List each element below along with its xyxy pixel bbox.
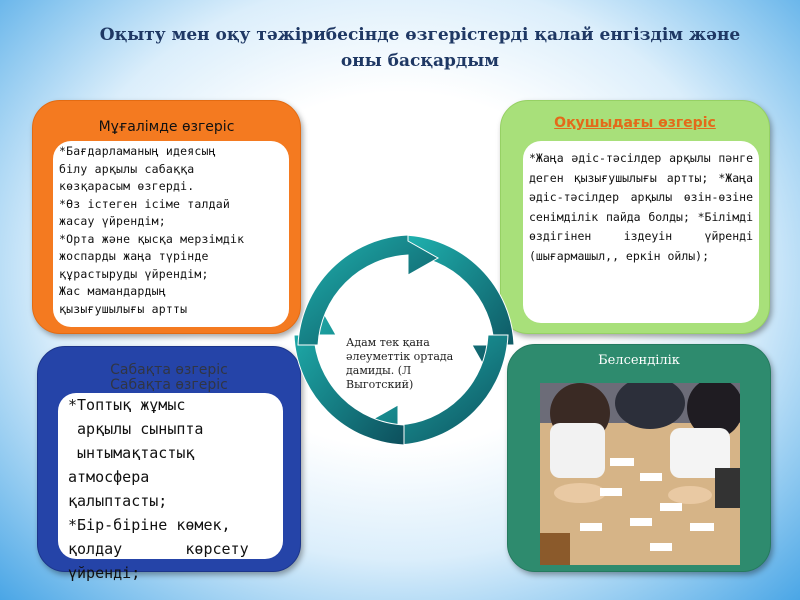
teacher-line: *Орта және қысқа мерзімдік: [59, 231, 245, 246]
teacher-change-heading: Мұғалімде өзгеріс: [98, 119, 235, 135]
arrow-top-left: [298, 235, 438, 345]
teacher-line: Жас мамандардың: [59, 284, 166, 298]
activity-heading: Белсенділік: [598, 353, 680, 368]
lesson-line: арқылы сыныпта: [68, 420, 204, 438]
lesson-line: қолдау көрсету: [68, 540, 249, 558]
teacher-change-text: [53, 141, 289, 327]
lesson-line: үйренді;: [68, 564, 141, 582]
lesson-line: атмосфера: [68, 468, 150, 486]
teacher-line: құрастыруды үйрендім;: [59, 266, 209, 281]
vygotsky-quote: Адам тек қана әлеуметтік ортада дамиды. (Л Выготский): [346, 336, 454, 391]
teacher-change-card: [32, 100, 301, 334]
classroom-photo-illustration: [540, 383, 740, 565]
teacher-line: жоспарды жаңа түрінде: [59, 249, 209, 263]
page-title: Оқыту мен оқу тәжірибесінде өзгерістерді қалай енгіздім және оны басқардым: [99, 25, 741, 71]
teacher-line: қызығушылығы артты: [59, 301, 188, 316]
lesson-line: *Бір-біріне көмек,: [68, 516, 231, 534]
teacher-line: *Өз істеген ісіме талдай: [59, 196, 230, 211]
lesson-change-text: [58, 393, 283, 582]
teacher-line: білу арқылы сабаққа: [59, 161, 195, 176]
teacher-line: *Бағдарламаның идеясың: [59, 144, 216, 158]
student-change-text: *Жаңа әдіс-тәсілдер арқылы пәнге деген қызығушылығы артты; *Жаңа әдіс-тәсілдер арқылы өзін-өзіне сенімділік пайда болды; *Білімді өздігінен іздеуін үйренді (шығармашыл,, еркін ойлы);: [523, 141, 759, 323]
teacher-line: көзқарасым өзгерді.: [59, 179, 195, 193]
lesson-line: ынтымақтастық: [68, 444, 195, 462]
activity-card: [507, 344, 771, 572]
lesson-line: *Топтық жұмыс: [68, 396, 186, 414]
student-change-card: [500, 100, 770, 334]
classroom-photo: [540, 383, 740, 565]
lesson-change-card: [37, 346, 301, 582]
student-change-heading: Оқушыдағы өзгеріс: [554, 115, 716, 131]
lesson-line: қалыптасты;: [68, 492, 168, 510]
teacher-line: жасау үйрендім;: [59, 214, 166, 228]
lesson-change-heading: Сабақта өзгеріс: [110, 362, 228, 378]
lesson-change-heading-echo: Сабақта өзгеріс: [110, 377, 228, 393]
